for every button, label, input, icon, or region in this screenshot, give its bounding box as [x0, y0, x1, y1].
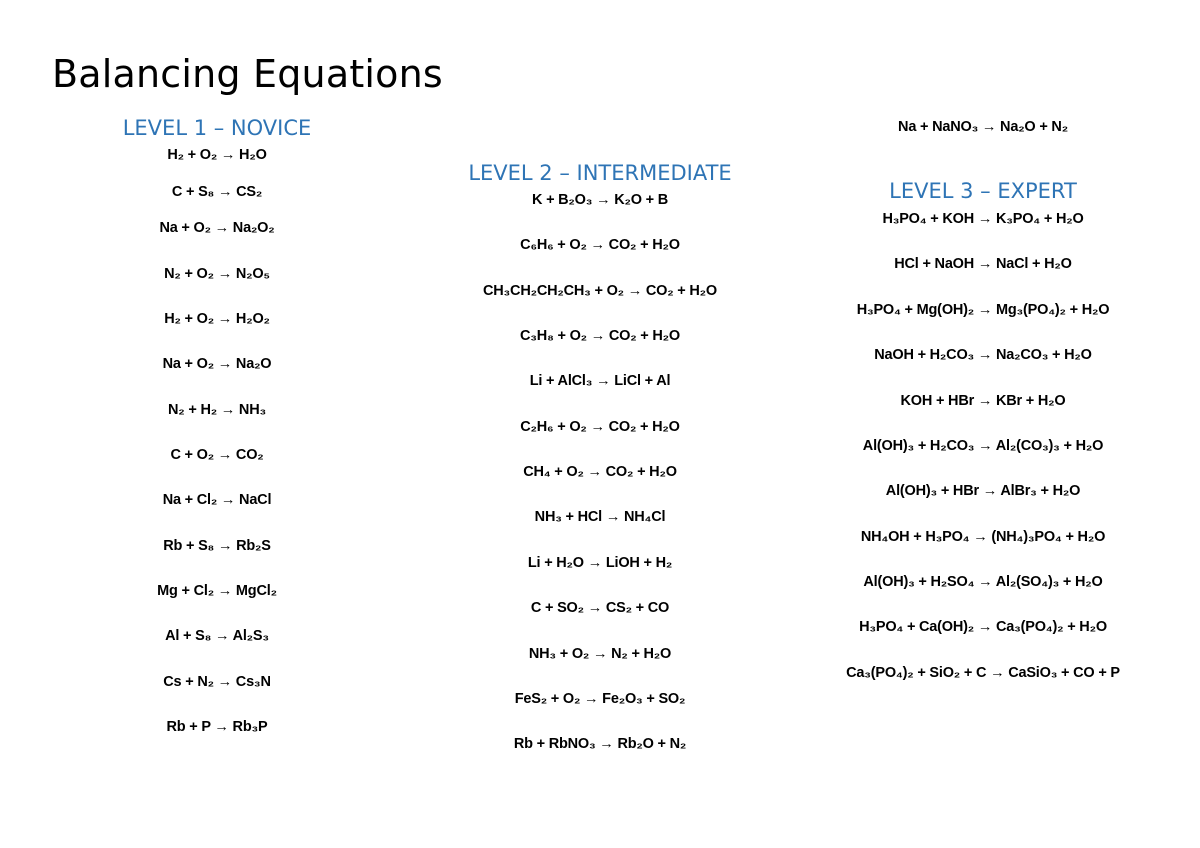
equation: NH₃ + HCl → NH₄Cl [534, 509, 666, 525]
equation: H₃PO₄ + KOH → K₃PO₄ + H₂O [882, 211, 1084, 227]
page-title: Balancing Equations [52, 52, 443, 96]
equation: CH₃CH₂CH₂CH₃ + O₂ → CO₂ + H₂O [483, 283, 717, 299]
level-1-column [27, 112, 407, 752]
equation: Al(OH)₃ + HBr → AlBr₃ + H₂O [885, 483, 1081, 499]
equation: N₂ + O₂ → N₂O₅ [164, 266, 270, 282]
equation: Na + NaNO₃ → Na₂O + N₂ [898, 119, 1068, 135]
equation: N₂ + H₂ → NH₃ [168, 402, 266, 418]
equation: C₆H₆ + O₂ → CO₂ + H₂O [520, 237, 680, 253]
equation: Al + S₈ → Al₂S₃ [165, 628, 269, 644]
equation: Cs + N₂ → Cs₃N [163, 674, 271, 690]
equation: NH₄OH + H₃PO₄ → (NH₄)₃PO₄ + H₂O [860, 529, 1106, 545]
equation: Rb + S₈ → Rb₂S [163, 538, 271, 554]
equation: CH₄ + O₂ → CO₂ + H₂O [523, 464, 677, 480]
equation: FeS₂ + O₂ → Fe₂O₃ + SO₂ [514, 691, 686, 707]
level-2-heading: LEVEL 2 – INTERMEDIATE [468, 161, 732, 185]
equation: Mg + Cl₂ → MgCl₂ [157, 583, 277, 599]
equation: Ca₃(PO₄)₂ + SiO₂ + C → CaSiO₃ + CO + P [846, 665, 1120, 681]
equation: Li + AlCl₃ → LiCl + Al [529, 373, 671, 389]
equation: Rb + RbNO₃ → Rb₂O + N₂ [513, 736, 687, 752]
equation: H₂ + O₂ → H₂O₂ [164, 311, 270, 327]
equation: Rb + P → Rb₃P [166, 719, 268, 735]
level-3-column [793, 112, 1173, 692]
level-3-heading: LEVEL 3 – EXPERT [889, 179, 1077, 203]
equation: NaOH + H₂CO₃ → Na₂CO₃ + H₂O [874, 347, 1092, 363]
equation: C + SO₂ → CS₂ + CO [530, 600, 670, 616]
equation: Al(OH)₃ + H₂CO₃ → Al₂(CO₃)₃ + H₂O [862, 438, 1104, 454]
equation: Na + O₂ → Na₂O [162, 356, 272, 372]
level-2-column [410, 158, 790, 778]
equation: C + O₂ → CO₂ [170, 447, 264, 463]
equation: Na + Cl₂ → NaCl [162, 492, 272, 508]
equation: Al(OH)₃ + H₂SO₄ → Al₂(SO₄)₃ + H₂O [863, 574, 1103, 590]
equation: C₂H₆ + O₂ → CO₂ + H₂O [520, 419, 680, 435]
equation: H₂ + O₂ → H₂O [167, 147, 267, 163]
equation: Na + O₂ → Na₂O₂ [159, 220, 275, 236]
equation: C + S₈ → CS₂ [171, 184, 263, 200]
equation: H₃PO₄ + Mg(OH)₂ → Mg₃(PO₄)₂ + H₂O [856, 302, 1110, 318]
equation: K + B₂O₃ → K₂O + B [531, 192, 669, 208]
equation: Li + H₂O → LiOH + H₂ [527, 555, 673, 571]
equation: NH₃ + O₂ → N₂ + H₂O [528, 646, 672, 662]
equation: H₃PO₄ + Ca(OH)₂ → Ca₃(PO₄)₂ + H₂O [859, 619, 1107, 635]
equation: KOH + HBr → KBr + H₂O [900, 393, 1066, 409]
equation: C₃H₈ + O₂ → CO₂ + H₂O [520, 328, 680, 344]
equation: HCl + NaOH → NaCl + H₂O [894, 256, 1072, 272]
level-1-heading: LEVEL 1 – NOVICE [122, 116, 312, 140]
